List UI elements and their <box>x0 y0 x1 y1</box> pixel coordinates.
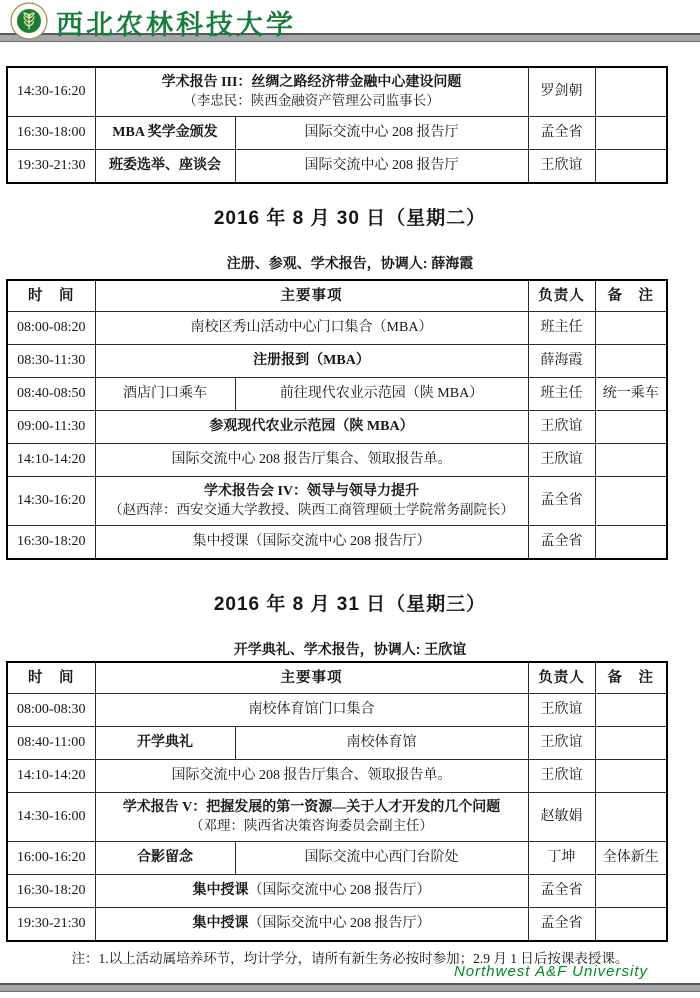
time-cell: 14:30-16:00 <box>7 793 95 842</box>
table-row <box>7 444 667 477</box>
time-cell: 16:30-18:20 <box>7 526 95 560</box>
note-cell: 全体新生 <box>595 842 667 875</box>
table-row <box>7 694 667 727</box>
time-cell: 19:30-21:30 <box>7 908 95 942</box>
col-header-time: 时 间 <box>7 662 95 694</box>
note-cell <box>595 345 667 378</box>
col-header-item: 主要事项 <box>95 662 528 694</box>
schedule-table-aug30 <box>6 279 668 560</box>
schedule-table-aug31 <box>6 661 668 942</box>
item-cell-left: MBA 奖学金颁发 <box>95 117 235 150</box>
time-cell: 08:00-08:20 <box>7 312 95 345</box>
person-cell: 丁坤 <box>528 842 595 875</box>
time-cell: 08:40-08:50 <box>7 378 95 411</box>
time-cell: 19:30-21:30 <box>7 150 95 184</box>
item-cell-right: 国际交流中心 208 报告厅 <box>235 150 528 184</box>
table-row <box>7 117 667 150</box>
table-header-row <box>7 662 667 694</box>
item-cell: 国际交流中心 208 报告厅集合、领取报告单。 <box>95 760 528 793</box>
person-cell: 孟全省 <box>528 908 595 942</box>
item-cell-right: 国际交流中心西门台阶处 <box>235 842 528 875</box>
section-subtitle-aug30: 注册、参观、学术报告，协调人: 薛海霞 <box>226 255 474 271</box>
date-heading-aug30: 2016 年 8 月 30 日（星期二） <box>213 208 487 229</box>
note-cell <box>595 312 667 345</box>
note-cell: 统一乘车 <box>595 378 667 411</box>
item-cell <box>95 793 528 842</box>
person-cell: 班主任 <box>528 312 595 345</box>
table-row <box>7 378 667 411</box>
note-cell <box>595 727 667 760</box>
table-row <box>7 411 667 444</box>
table-row <box>7 150 667 184</box>
item-cell-left: 班委选举、座谈会 <box>95 150 235 184</box>
person-cell: 王欣谊 <box>528 727 595 760</box>
person-cell: 孟全省 <box>528 526 595 560</box>
col-header-person: 负责人 <box>528 280 595 312</box>
item-cell-left: 开学典礼 <box>95 727 235 760</box>
item-title: 学术报告会 IV：领导与领导力提升 <box>203 484 420 500</box>
col-header-time: 时 间 <box>7 280 95 312</box>
date-heading-aug31: 2016 年 8 月 31 日（星期三） <box>213 594 487 615</box>
schedule-table-continued <box>6 66 668 184</box>
note-cell <box>595 150 667 184</box>
note-cell <box>595 477 667 526</box>
person-cell: 孟全省 <box>528 875 595 908</box>
item-cell <box>95 477 528 526</box>
item-subtitle: （邓理：陕西省决策咨询委员会副主任） <box>190 818 433 834</box>
time-cell: 08:30-11:30 <box>7 345 95 378</box>
note-cell <box>595 444 667 477</box>
col-header-note: 备 注 <box>595 662 667 694</box>
table-row <box>7 760 667 793</box>
note-cell <box>595 793 667 842</box>
person-cell: 王欣谊 <box>528 760 595 793</box>
item-title: 学术报告 V：把握发展的第一资源—关于人才开发的几个问题 <box>122 800 501 816</box>
time-cell: 14:30-16:20 <box>7 67 95 117</box>
item-cell-right: 南校体育馆 <box>235 727 528 760</box>
person-cell: 薛海霞 <box>528 345 595 378</box>
item-cell: 南校区秀山活动中心门口集合（MBA） <box>95 312 528 345</box>
item-rest: （国际交流中心 208 报告厅） <box>248 915 431 931</box>
item-cell-right: 国际交流中心 208 报告厅 <box>235 117 528 150</box>
item-title: 学术报告 III：丝绸之路经济带金融中心建设问题 <box>161 75 462 91</box>
person-cell: 班主任 <box>528 378 595 411</box>
time-cell: 14:10-14:20 <box>7 444 95 477</box>
page-header <box>0 0 700 46</box>
time-cell: 14:10-14:20 <box>7 760 95 793</box>
item-cell-left: 酒店门口乘车 <box>95 378 235 411</box>
note-cell <box>595 67 667 117</box>
note-cell <box>595 694 667 727</box>
item-cell <box>95 67 528 117</box>
col-header-item: 主要事项 <box>95 280 528 312</box>
table-row <box>7 67 667 117</box>
note-cell <box>595 875 667 908</box>
person-cell: 王欣谊 <box>528 411 595 444</box>
table-row <box>7 793 667 842</box>
person-cell: 王欣谊 <box>528 444 595 477</box>
person-cell: 孟全省 <box>528 477 595 526</box>
table-row <box>7 345 667 378</box>
person-cell: 赵敏娟 <box>528 793 595 842</box>
item-cell: 南校体育馆门口集合 <box>95 694 528 727</box>
item-cell: 参观现代农业示范园（陕 MBA） <box>95 411 528 444</box>
item-bold-prefix: 集中授课 <box>192 882 249 898</box>
university-logo-icon <box>10 2 48 40</box>
item-cell: 集中授课（国际交流中心 208 报告厅） <box>95 526 528 560</box>
item-bold-prefix: 集中授课 <box>192 915 249 931</box>
section-subtitle-aug31: 开学典礼、学术报告，协调人: 王欣谊 <box>233 641 467 657</box>
col-header-note: 备 注 <box>595 280 667 312</box>
note-cell <box>595 117 667 150</box>
table-row <box>7 727 667 760</box>
item-cell: 注册报到（MBA） <box>95 345 528 378</box>
item-subtitle: （赵西萍：西安交通大学教授、陕西工商管理硕士学院常务副院长） <box>109 502 514 518</box>
time-cell: 08:40-11:00 <box>7 727 95 760</box>
table-row <box>7 842 667 875</box>
item-subtitle: （李忠民：陕西金融资产管理公司监事长） <box>183 93 440 109</box>
item-cell <box>95 875 528 908</box>
time-cell: 14:30-16:20 <box>7 477 95 526</box>
note-cell <box>595 908 667 942</box>
table-row <box>7 875 667 908</box>
time-cell: 08:00-08:30 <box>7 694 95 727</box>
table-row <box>7 526 667 560</box>
item-cell-left: 合影留念 <box>95 842 235 875</box>
item-cell: 国际交流中心 208 报告厅集合、领取报告单。 <box>95 444 528 477</box>
item-cell <box>95 908 528 942</box>
person-cell: 孟全省 <box>528 117 595 150</box>
note-cell <box>595 760 667 793</box>
item-rest: （国际交流中心 208 报告厅） <box>248 882 431 898</box>
footnote: 注：1.以上活动属培养环节，均计学分，请所有新生务必按时参加；2.9 月 1 日后按课表授课。 <box>71 951 629 966</box>
table-header-row <box>7 280 667 312</box>
footer-divider <box>0 983 700 992</box>
table-row <box>7 477 667 526</box>
item-cell-right: 前往现代农业示范园（陕 MBA） <box>235 378 528 411</box>
note-cell <box>595 526 667 560</box>
col-header-person: 负责人 <box>528 662 595 694</box>
time-cell: 16:30-18:00 <box>7 117 95 150</box>
time-cell: 16:00-16:20 <box>7 842 95 875</box>
person-cell: 王欣谊 <box>528 150 595 184</box>
university-name-english: Northwest A&F University <box>453 963 648 980</box>
table-row <box>7 908 667 942</box>
person-cell: 罗剑朝 <box>528 67 595 117</box>
table-row <box>7 312 667 345</box>
time-cell: 16:30-18:20 <box>7 875 95 908</box>
note-cell <box>595 411 667 444</box>
time-cell: 09:00-11:30 <box>7 411 95 444</box>
person-cell: 王欣谊 <box>528 694 595 727</box>
university-name: 西北农林科技大学 <box>56 10 296 40</box>
